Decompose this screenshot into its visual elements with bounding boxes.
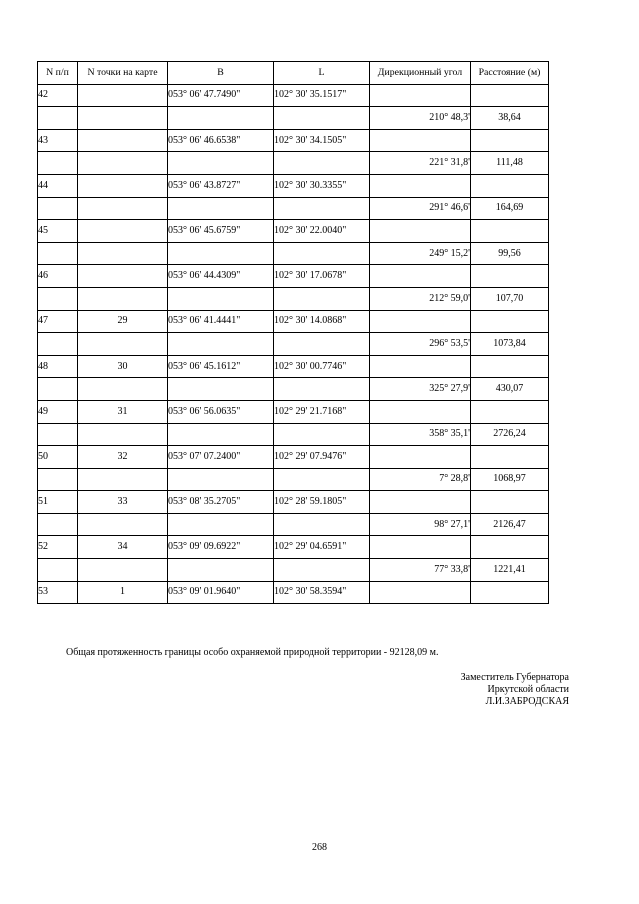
cell-num: 45 xyxy=(38,220,78,243)
cell-bearing xyxy=(370,355,471,378)
cell-longitude: 102° 28' 59.1805" xyxy=(274,491,370,514)
cell-map-point xyxy=(78,513,168,536)
cell-num: 51 xyxy=(38,491,78,514)
header-longitude: L xyxy=(274,62,370,85)
cell-distance xyxy=(471,446,549,469)
cell-map-point xyxy=(78,197,168,220)
cell-longitude xyxy=(274,242,370,265)
cell-bearing: 210° 48,3' xyxy=(370,107,471,130)
cell-num: 48 xyxy=(38,355,78,378)
header-latitude: B xyxy=(168,62,274,85)
cell-num: 42 xyxy=(38,84,78,107)
table-row xyxy=(38,423,549,446)
cell-latitude: 053° 06' 43.8727" xyxy=(168,174,274,197)
cell-bearing xyxy=(370,400,471,423)
cell-distance: 430,07 xyxy=(471,378,549,401)
cell-bearing: 249° 15,2' xyxy=(370,242,471,265)
cell-distance: 1068,97 xyxy=(471,468,549,491)
table-row xyxy=(38,107,549,130)
table-row xyxy=(38,559,549,582)
cell-distance: 107,70 xyxy=(471,287,549,310)
cell-bearing xyxy=(370,491,471,514)
cell-distance xyxy=(471,265,549,288)
cell-map-point xyxy=(78,333,168,356)
cell-longitude: 102° 30' 30.3355" xyxy=(274,174,370,197)
cell-bearing: 7° 28,8' xyxy=(370,468,471,491)
cell-num xyxy=(38,287,78,310)
table-row xyxy=(38,446,549,469)
cell-map-point xyxy=(78,107,168,130)
cell-map-point xyxy=(78,559,168,582)
cell-longitude xyxy=(274,513,370,536)
table-row xyxy=(38,197,549,220)
cell-bearing xyxy=(370,129,471,152)
table-row xyxy=(38,491,549,514)
cell-bearing xyxy=(370,536,471,559)
cell-map-point: 31 xyxy=(78,400,168,423)
cell-longitude xyxy=(274,197,370,220)
cell-num: 52 xyxy=(38,536,78,559)
cell-bearing xyxy=(370,84,471,107)
cell-num: 43 xyxy=(38,129,78,152)
cell-latitude xyxy=(168,378,274,401)
cell-map-point: 1 xyxy=(78,581,168,604)
cell-latitude: 053° 09' 01.9640" xyxy=(168,581,274,604)
cell-latitude xyxy=(168,559,274,582)
table-row xyxy=(38,287,549,310)
cell-num: 53 xyxy=(38,581,78,604)
cell-latitude: 053° 06' 46.6538" xyxy=(168,129,274,152)
cell-latitude xyxy=(168,468,274,491)
cell-bearing: 221° 31,8' xyxy=(370,152,471,175)
cell-latitude: 053° 07' 07.2400" xyxy=(168,446,274,469)
cell-distance: 111,48 xyxy=(471,152,549,175)
cell-num: 49 xyxy=(38,400,78,423)
cell-longitude: 102° 29' 21.7168" xyxy=(274,400,370,423)
cell-longitude xyxy=(274,378,370,401)
cell-latitude xyxy=(168,107,274,130)
cell-distance: 164,69 xyxy=(471,197,549,220)
cell-longitude xyxy=(274,333,370,356)
cell-map-point xyxy=(78,423,168,446)
cell-distance xyxy=(471,84,549,107)
cell-distance xyxy=(471,536,549,559)
cell-distance xyxy=(471,310,549,333)
cell-map-point: 30 xyxy=(78,355,168,378)
cell-num xyxy=(38,559,78,582)
cell-num: 46 xyxy=(38,265,78,288)
cell-distance xyxy=(471,491,549,514)
cell-bearing: 291° 46,6' xyxy=(370,197,471,220)
cell-distance xyxy=(471,129,549,152)
cell-longitude xyxy=(274,152,370,175)
cell-distance xyxy=(471,400,549,423)
cell-map-point: 29 xyxy=(78,310,168,333)
cell-latitude: 053° 06' 44.4309" xyxy=(168,265,274,288)
cell-num xyxy=(38,152,78,175)
cell-bearing xyxy=(370,581,471,604)
cell-latitude xyxy=(168,152,274,175)
cell-longitude xyxy=(274,423,370,446)
signature-position: Заместитель Губернатора xyxy=(460,672,569,683)
cell-num xyxy=(38,423,78,446)
cell-latitude xyxy=(168,287,274,310)
cell-map-point xyxy=(78,242,168,265)
table-header-row xyxy=(38,62,549,85)
cell-bearing: 358° 35,1' xyxy=(370,423,471,446)
cell-bearing: 77° 33,8' xyxy=(370,559,471,582)
table-row xyxy=(38,174,549,197)
signature-region: Иркутской области xyxy=(487,684,569,695)
table-row xyxy=(38,152,549,175)
cell-map-point: 34 xyxy=(78,536,168,559)
cell-num xyxy=(38,107,78,130)
cell-latitude xyxy=(168,423,274,446)
cell-longitude xyxy=(274,287,370,310)
cell-longitude: 102° 29' 07.9476" xyxy=(274,446,370,469)
table-row xyxy=(38,536,549,559)
cell-bearing xyxy=(370,265,471,288)
cell-bearing xyxy=(370,220,471,243)
table-row xyxy=(38,581,549,604)
total-length-text: Общая протяженность границы особо охраняемой природной территории - 92128,09 м. xyxy=(66,647,439,658)
header-distance: Расстояние (м) xyxy=(471,62,549,85)
cell-longitude: 102° 30' 00.7746" xyxy=(274,355,370,378)
table-row xyxy=(38,242,549,265)
cell-latitude xyxy=(168,197,274,220)
cell-bearing xyxy=(370,174,471,197)
cell-bearing: 212° 59,0' xyxy=(370,287,471,310)
table-row xyxy=(38,129,549,152)
cell-latitude xyxy=(168,333,274,356)
cell-longitude: 102° 30' 17.0678" xyxy=(274,265,370,288)
table-row xyxy=(38,333,549,356)
cell-longitude: 102° 30' 58.3594" xyxy=(274,581,370,604)
cell-distance: 1221,41 xyxy=(471,559,549,582)
cell-map-point xyxy=(78,378,168,401)
cell-bearing xyxy=(370,446,471,469)
cell-map-point xyxy=(78,129,168,152)
cell-map-point xyxy=(78,174,168,197)
cell-latitude xyxy=(168,242,274,265)
cell-longitude: 102° 30' 35.1517" xyxy=(274,84,370,107)
cell-map-point xyxy=(78,152,168,175)
page-number: 268 xyxy=(312,842,327,853)
cell-distance xyxy=(471,581,549,604)
cell-distance xyxy=(471,174,549,197)
table-row xyxy=(38,265,549,288)
table-row xyxy=(38,84,549,107)
cell-num xyxy=(38,242,78,265)
cell-latitude: 053° 06' 56.0635" xyxy=(168,400,274,423)
cell-num xyxy=(38,197,78,220)
cell-num xyxy=(38,513,78,536)
cell-latitude: 053° 08' 35.2705" xyxy=(168,491,274,514)
cell-distance: 2726,24 xyxy=(471,423,549,446)
cell-latitude xyxy=(168,513,274,536)
cell-num xyxy=(38,468,78,491)
cell-latitude: 053° 06' 45.1612" xyxy=(168,355,274,378)
cell-distance: 99,56 xyxy=(471,242,549,265)
header-bearing: Дирекционный угол xyxy=(370,62,471,85)
cell-bearing xyxy=(370,310,471,333)
cell-longitude: 102° 30' 22.0040" xyxy=(274,220,370,243)
table-row xyxy=(38,220,549,243)
cell-distance xyxy=(471,220,549,243)
coordinates-table xyxy=(37,61,549,604)
table-row xyxy=(38,310,549,333)
signature-name: Л.И.ЗАБРОДСКАЯ xyxy=(485,696,569,707)
cell-num: 47 xyxy=(38,310,78,333)
signature-block xyxy=(461,672,569,708)
table-row xyxy=(38,378,549,401)
cell-longitude: 102° 29' 04.6591" xyxy=(274,536,370,559)
cell-num: 44 xyxy=(38,174,78,197)
table-row xyxy=(38,468,549,491)
cell-num xyxy=(38,333,78,356)
cell-latitude: 053° 06' 47.7490" xyxy=(168,84,274,107)
cell-latitude: 053° 09' 09.6922" xyxy=(168,536,274,559)
cell-distance: 38,64 xyxy=(471,107,549,130)
cell-distance: 1073,84 xyxy=(471,333,549,356)
table-row xyxy=(38,355,549,378)
cell-num: 50 xyxy=(38,446,78,469)
header-map-point: N точки на карте xyxy=(78,62,168,85)
cell-longitude xyxy=(274,107,370,130)
cell-map-point xyxy=(78,287,168,310)
cell-distance: 2126,47 xyxy=(471,513,549,536)
cell-longitude xyxy=(274,559,370,582)
cell-map-point xyxy=(78,468,168,491)
cell-distance xyxy=(471,355,549,378)
cell-latitude: 053° 06' 41.4441" xyxy=(168,310,274,333)
cell-num xyxy=(38,378,78,401)
cell-map-point xyxy=(78,265,168,288)
cell-bearing: 296° 53,5' xyxy=(370,333,471,356)
cell-bearing: 325° 27,9' xyxy=(370,378,471,401)
table-row xyxy=(38,513,549,536)
cell-map-point: 32 xyxy=(78,446,168,469)
header-num: N п/п xyxy=(38,62,78,85)
cell-map-point xyxy=(78,84,168,107)
cell-longitude: 102° 30' 34.1505" xyxy=(274,129,370,152)
cell-map-point: 33 xyxy=(78,491,168,514)
cell-bearing: 98° 27,1' xyxy=(370,513,471,536)
cell-longitude xyxy=(274,468,370,491)
cell-longitude: 102° 30' 14.0868" xyxy=(274,310,370,333)
table-row xyxy=(38,400,549,423)
cell-map-point xyxy=(78,220,168,243)
cell-latitude: 053° 06' 45.6759" xyxy=(168,220,274,243)
